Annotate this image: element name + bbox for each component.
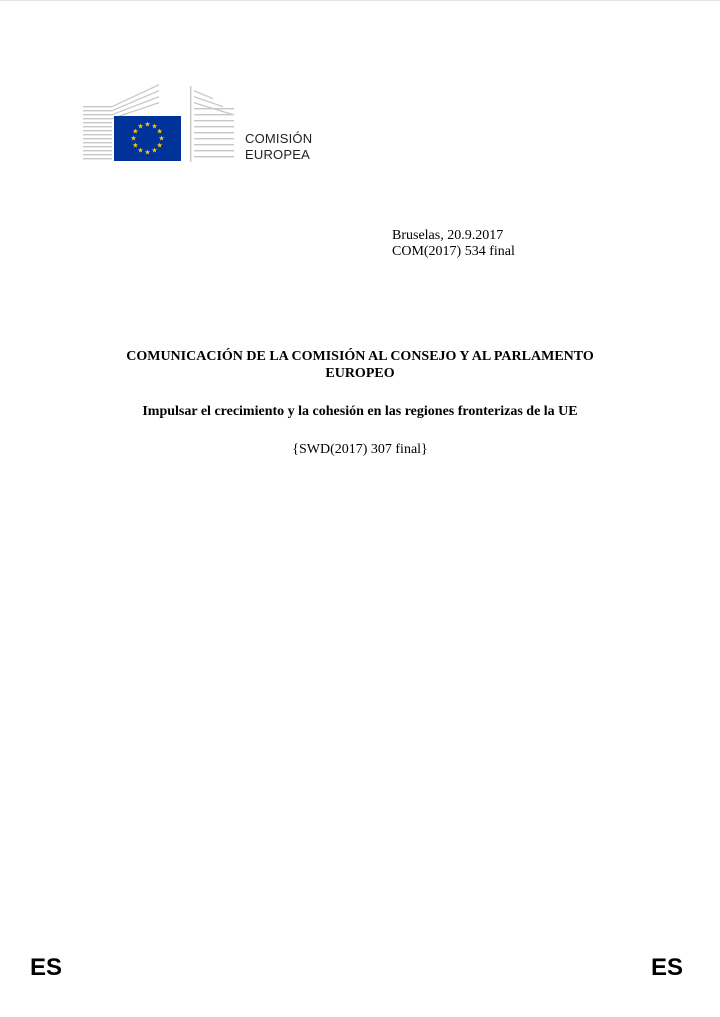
svg-text:★: ★ bbox=[137, 146, 144, 155]
language-code-left: ES bbox=[30, 954, 63, 981]
document-number: COM(2017) 534 final bbox=[392, 244, 515, 259]
organization-name bbox=[245, 131, 312, 163]
svg-text:★: ★ bbox=[151, 122, 158, 131]
organization-name-line1: COMISIÓN bbox=[245, 131, 313, 146]
svg-text:★: ★ bbox=[151, 146, 158, 155]
document-title: COMUNICACIÓN DE LA COMISIÓN AL CONSEJO Y AL PARLAMENTO EUROPEO bbox=[126, 349, 594, 381]
eu-flag-icon bbox=[114, 116, 181, 161]
organization-name-line2: EUROPEA bbox=[245, 147, 310, 162]
svg-text:★: ★ bbox=[144, 120, 151, 129]
svg-text:★: ★ bbox=[130, 134, 137, 143]
svg-text:★: ★ bbox=[158, 134, 165, 143]
related-document: {SWD(2017) 307 final} bbox=[292, 442, 428, 457]
svg-text:★: ★ bbox=[137, 122, 144, 131]
svg-text:★: ★ bbox=[144, 148, 151, 157]
place-date: Bruselas, 20.9.2017 bbox=[392, 228, 504, 243]
svg-text:★: ★ bbox=[156, 141, 163, 150]
document-reference bbox=[392, 228, 515, 260]
language-code-right: ES bbox=[651, 954, 684, 981]
svg-text:★: ★ bbox=[156, 127, 163, 136]
svg-text:★: ★ bbox=[132, 127, 139, 136]
page-top-border bbox=[0, 0, 720, 1]
svg-text:★: ★ bbox=[132, 141, 139, 150]
european-commission-logo bbox=[83, 84, 323, 166]
document-subtitle: Impulsar el crecimiento y la cohesión en las regiones fronterizas de la UE bbox=[142, 404, 578, 419]
berlaymont-building-icon bbox=[83, 84, 243, 166]
